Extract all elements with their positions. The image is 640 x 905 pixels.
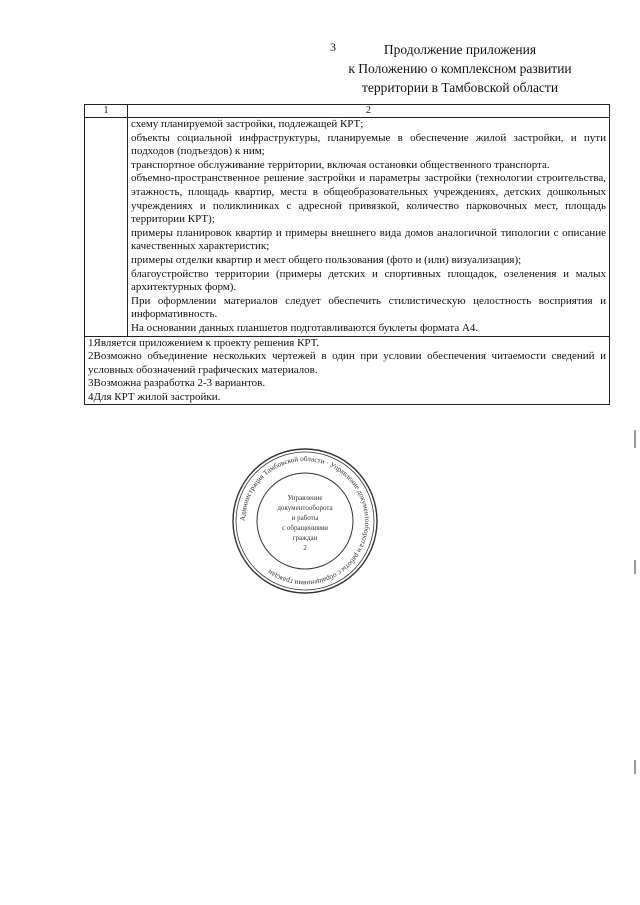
table-content-row [85, 118, 610, 337]
content-cell [128, 118, 610, 337]
stamp-inner-line: Управление [287, 494, 323, 502]
content-line: объемно-пространственное решение застройки и параметры застройки (технологии строительства, этажность, площадь квартир, места в общеобразовательных учреждениях, детских дошкольных учреждениях и поликлиниках с адресной привязкой, количество парковочных мест, площадь территории КРТ); [131, 172, 606, 226]
header-line: к Положению о комплексном развитии [348, 61, 572, 76]
stamp-inner-line: с обращениями [282, 524, 328, 532]
stamp-inner-line: граждан [292, 534, 318, 542]
footnote: 1Является приложением к проекту решения КРТ. [88, 336, 320, 349]
content-line: схему планируемой застройки, подлежащей КРТ; [131, 118, 364, 130]
stamp-inner-line: документооборота [277, 504, 333, 512]
column-header-2: 2 [128, 105, 610, 118]
content-line: примеры отделки квартир и мест общего пользования (фото и (или) визуализация); [131, 253, 522, 266]
column-header-1: 1 [85, 105, 128, 118]
stamp-inner-line: 2 [303, 544, 307, 552]
scan-margin-mark [634, 560, 636, 574]
table-header-row [85, 105, 610, 118]
content-line: благоустройство территории (примеры детских и спортивных площадок, озеленения и малых архитектурных форм). [131, 267, 606, 294]
content-line: При оформлении материалов следует обеспечить стилистическую целостность восприятия и информативность. [131, 294, 606, 321]
scan-margin-mark [634, 430, 636, 448]
notes-cell [85, 336, 610, 405]
footnote: 2Возможно объединение нескольких чертежей в один при условии обеспечения читаемости сведений и условных обозначений графических материалов. [88, 350, 606, 376]
stamp-outer-text: Администрация Тамбовской области · Управление документооборота и работы с обращениями граждан [238, 454, 372, 588]
stamp-inner-line: и работы [291, 514, 319, 522]
header-line: территории в Тамбовской области [361, 80, 559, 95]
requirements-table [84, 104, 610, 405]
empty-cell [85, 118, 128, 337]
footnote: 4Для КРТ жилой застройки. [88, 390, 221, 403]
content-line: примеры планировок квартир и примеры внешнего вида домов аналогичной типологии с описание качественных характеристик; [131, 226, 606, 253]
scan-margin-mark [634, 760, 636, 774]
appendix-header [335, 40, 585, 97]
official-stamp [230, 446, 380, 596]
content-line: объекты социальной инфраструктуры, планируемые в обеспечение жилой застройки, и пути подходов (подъездов) к ним; [131, 131, 606, 158]
content-line: На основании данных планшетов подготавливаются буклеты формата А4. [131, 321, 479, 334]
header-line: Продолжение приложения [383, 42, 537, 57]
table-notes-row [85, 336, 610, 405]
page-number: 3 [330, 40, 336, 54]
footnote: 3Возможна разработка 2-3 вариантов. [88, 377, 266, 390]
content-line: транспортное обслуживание территории, включая остановки общественного транспорта. [131, 158, 550, 171]
